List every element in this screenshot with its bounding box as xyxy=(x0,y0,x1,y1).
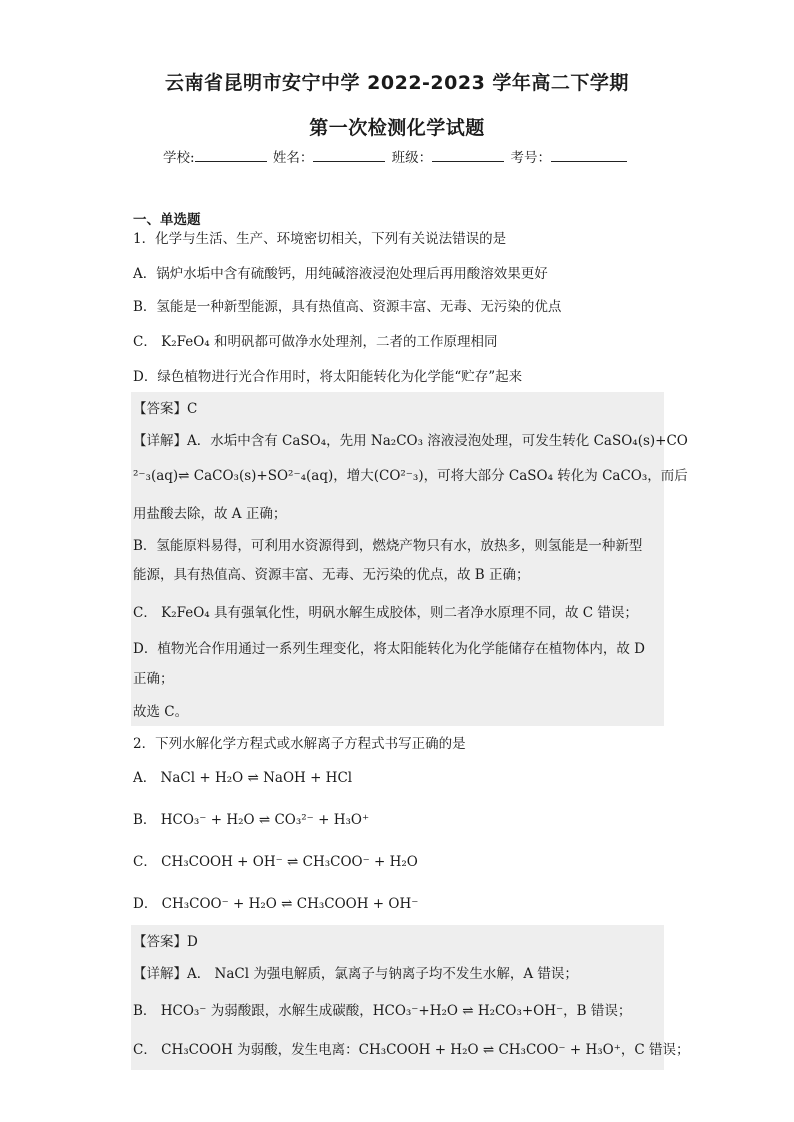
question-1-stem: 1．化学与生活、生产、环境密切相关，下列有关说法错误的是 xyxy=(133,231,507,247)
q1-explain-line: 能源，具有热值高、资源丰富、无毒、无污染的优点，故 B 正确； xyxy=(133,567,530,583)
q1-answer: 【答案】C xyxy=(133,401,198,417)
q2-option-c: C． CH₃COOH + OH⁻ ⇌ CH₃COO⁻ + H₂O xyxy=(133,854,418,870)
school-field[interactable] xyxy=(195,147,267,162)
class-field[interactable] xyxy=(432,147,504,162)
q2-explain-line: B． HCO₃⁻ 为弱酸跟，水解生成碳酸，HCO₃⁻+H₂O ⇌ H₂CO₃+OH⁻，B 错误； xyxy=(133,1003,632,1019)
name-label: 姓名： xyxy=(272,150,314,166)
q1-explain-line: 故选 C。 xyxy=(133,704,189,720)
title-line-2: 第一次检测化学试题 xyxy=(309,117,485,139)
q1-explain-line: 正确； xyxy=(133,671,174,687)
q1-explain-line: B．氢能原料易得，可利用水资源得到，燃烧产物只有水，放热多，则氢能是一种新型 xyxy=(133,538,643,554)
q1-explain-line: ²⁻₃(aq)⇌ CaCO₃(s)+SO²⁻₄(aq)，增大(CO²⁻₃)，可将大部分 CaSO₄ 转化为 CaCO₃，而后 xyxy=(133,468,688,484)
q2-option-a: A． NaCl + H₂O ⇌ NaOH + HCl xyxy=(133,770,353,786)
student-info-row xyxy=(163,146,629,166)
q2-explain-line: C． CH₃COOH 为弱酸，发生电离：CH₃COOH + H₂O ⇌ CH₃COO⁻ + H₃O⁺，C 错误； xyxy=(133,1042,690,1058)
question-2-stem: 2．下列水解化学方程式或水解离子方程式书写正确的是 xyxy=(133,736,466,752)
q1-explain-line: C． K₂FeO₄ 具有强氧化性，明矾水解生成胶体，则二者净水原理不同，故 C 错误； xyxy=(133,605,638,621)
id-label: 考号： xyxy=(510,150,551,166)
q1-explain-line: D．植物光合作用通过一系列生理变化，将太阳能转化为化学能储存在植物体内，故 D xyxy=(133,641,645,657)
q1-option-b: B．氢能是一种新型能源，具有热值高、资源丰富、无毒、无污染的优点 xyxy=(133,299,562,315)
name-field[interactable] xyxy=(313,147,385,162)
id-field[interactable] xyxy=(551,147,627,162)
q1-option-d: D．绿色植物进行光合作用时，将太阳能转化为化学能“贮存”起来 xyxy=(133,369,523,385)
title-line-1: 云南省昆明市安宁中学 2022-2023 学年高二下学期 xyxy=(165,72,629,94)
school-label: 学校: xyxy=(163,150,195,166)
q1-explain-line: 【详解】A．水垢中含有 CaSO₄，先用 Na₂CO₃ 溶液浸泡处理，可发生转化 CaSO₄(s)+CO xyxy=(133,433,688,449)
q2-explain-line: 【详解】A． NaCl 为强电解质，氯离子与钠离子均不发生水解，A 错误； xyxy=(133,966,578,982)
q1-option-a: A．锅炉水垢中含有硫酸钙，用纯碱溶液浸泡处理后再用酸溶效果更好 xyxy=(133,266,548,282)
q2-option-b: B． HCO₃⁻ + H₂O ⇌ CO₃²⁻ + H₃O⁺ xyxy=(133,812,370,828)
q2-answer: 【答案】D xyxy=(133,934,198,950)
q1-option-c: C． K₂FeO₄ 和明矾都可做净水处理剂，二者的工作原理相同 xyxy=(133,334,498,350)
class-label: 班级： xyxy=(391,150,433,166)
q1-explain-line: 用盐酸去除，故 A 正确； xyxy=(133,506,287,522)
section-heading: 一、单选题 xyxy=(133,212,201,228)
q2-option-d: D． CH₃COO⁻ + H₂O ⇌ CH₃COOH + OH⁻ xyxy=(133,896,419,912)
